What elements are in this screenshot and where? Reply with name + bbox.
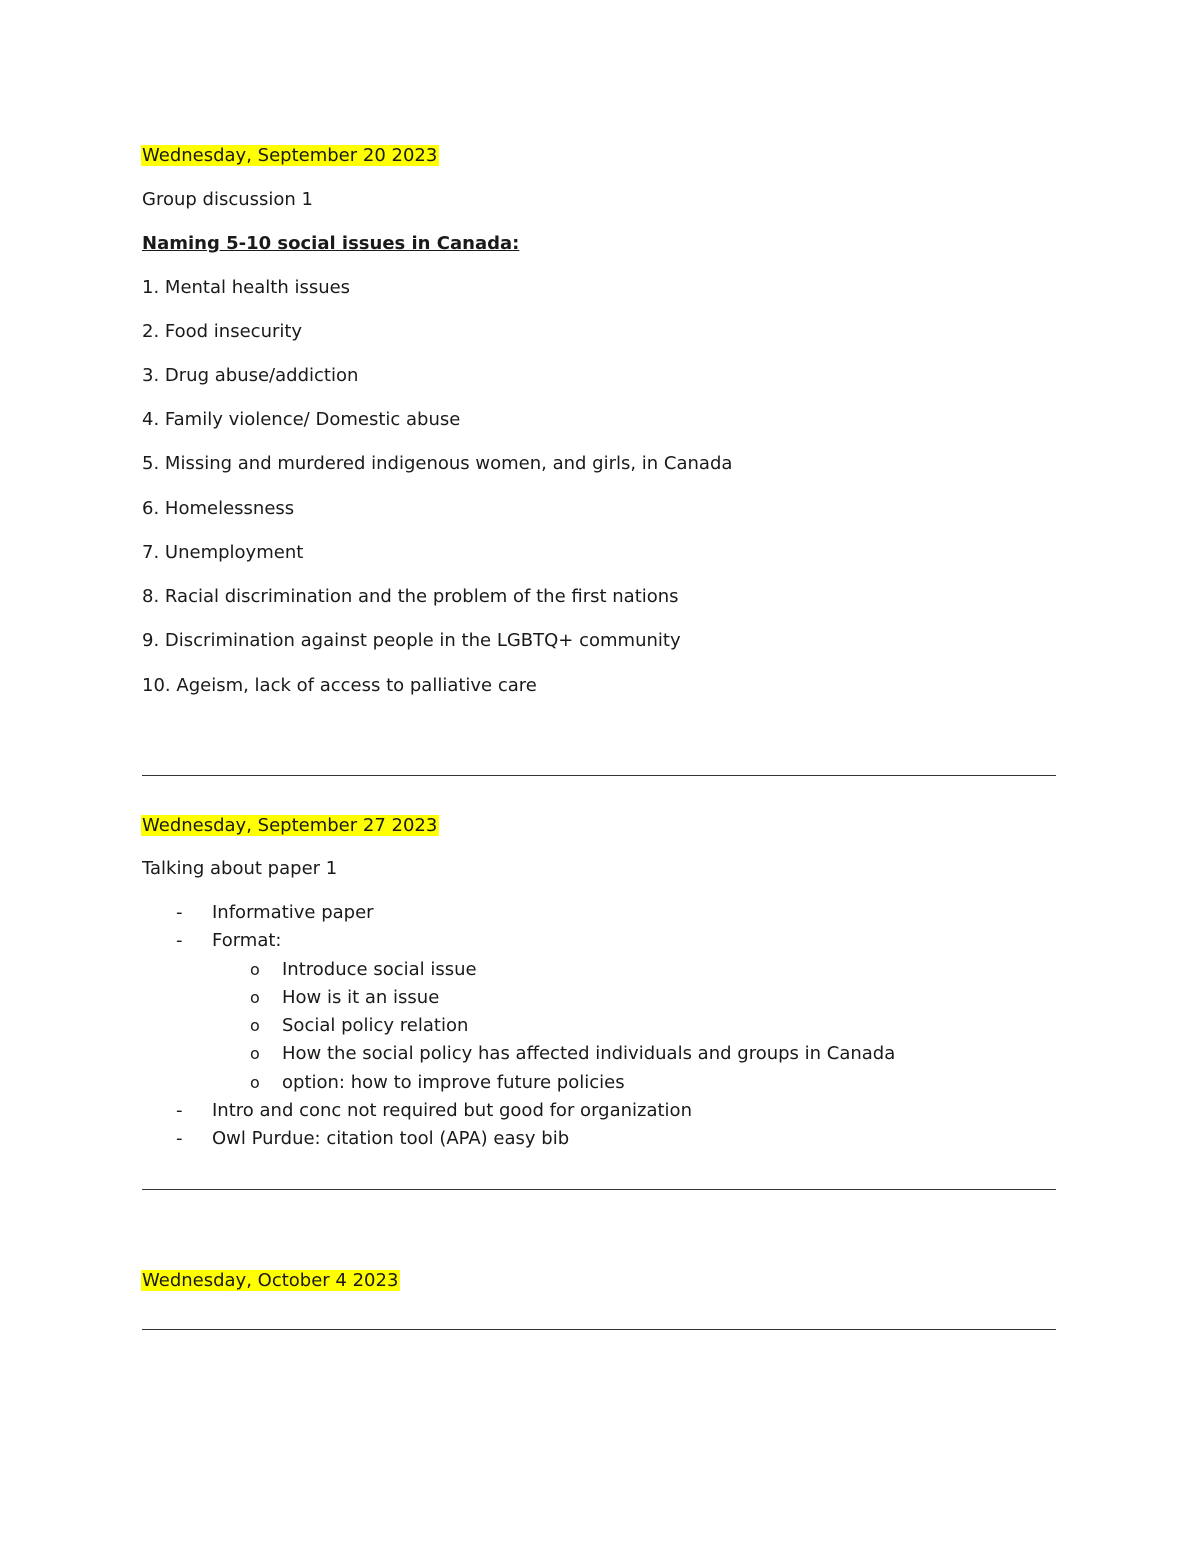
list-item-number: 7.: [142, 542, 160, 563]
list-item-number: 9.: [142, 630, 160, 651]
list-item: [142, 452, 732, 476]
list-item-text: Unemployment: [164, 542, 304, 563]
list-item: [142, 364, 358, 388]
list-item: [142, 276, 350, 300]
circle-bullet-icon: o: [250, 1044, 260, 1063]
sub-item-text: How the social policy has affected individuals and groups in Canada: [282, 1043, 896, 1064]
list-item-text: Missing and murdered indigenous women, and girls, in Canada: [164, 453, 733, 474]
section1-heading: Naming 5-10 social issues in Canada:: [142, 233, 520, 254]
section1-date-line: [142, 144, 439, 168]
dash-marker: -: [176, 1128, 183, 1149]
list-item-number: 2.: [142, 321, 160, 342]
list-item-text: Discrimination against people in the LGBTQ+ community: [164, 630, 681, 651]
sub-item-text: How is it an issue: [282, 987, 440, 1008]
section3-date-line: [142, 1269, 400, 1293]
dash-marker: -: [176, 902, 183, 923]
dash-marker: -: [176, 1100, 183, 1121]
list-item-text: Mental health issues: [164, 277, 351, 298]
list-item-number: 6.: [142, 498, 160, 519]
dash-item-text: Intro and conc not required but good for organization: [212, 1100, 692, 1121]
circle-bullet-icon: o: [250, 1073, 260, 1092]
dash-marker: -: [176, 930, 183, 951]
section-divider: [142, 775, 1056, 776]
list-item-text: Racial discrimination and the problem of the first nations: [164, 586, 679, 607]
list-item-text: Family violence/ Domestic abuse: [164, 409, 461, 430]
list-item: [142, 629, 681, 653]
section3-date: Wednesday, October 4 2023: [142, 1270, 399, 1291]
sub-item-text: Introduce social issue: [282, 959, 477, 980]
list-item-text: Drug abuse/addiction: [164, 365, 359, 386]
section2-subtitle: Talking about paper 1: [142, 858, 338, 879]
circle-bullet-icon: o: [250, 960, 260, 979]
list-item-number: 4.: [142, 409, 160, 430]
circle-bullet-icon: o: [250, 1016, 260, 1035]
section2-date: Wednesday, September 27 2023: [142, 815, 438, 836]
section-divider: [142, 1189, 1056, 1190]
list-item-text: Ageism, lack of access to palliative care: [176, 675, 537, 696]
list-item-number: 10.: [142, 675, 171, 696]
list-item: [142, 541, 303, 565]
dash-item-text: Informative paper: [212, 902, 374, 923]
list-item-number: 8.: [142, 586, 160, 607]
list-item-number: 5.: [142, 453, 160, 474]
dash-item-text: Format:: [212, 930, 282, 951]
list-item: [142, 408, 460, 432]
sub-item-text: option: how to improve future policies: [282, 1072, 625, 1093]
dash-item-text: Owl Purdue: citation tool (APA) easy bib: [212, 1128, 570, 1149]
sub-item-text: Social policy relation: [282, 1015, 469, 1036]
section1-subtitle: Group discussion 1: [142, 189, 313, 210]
list-item: [142, 674, 537, 698]
list-item-text: Food insecurity: [164, 321, 303, 342]
section2-date-line: [142, 814, 439, 838]
list-item: [142, 497, 294, 521]
section-divider: [142, 1329, 1056, 1330]
list-item: [142, 585, 679, 609]
list-item-text: Homelessness: [164, 498, 295, 519]
list-item: [142, 320, 302, 344]
list-item-number: 1.: [142, 277, 160, 298]
circle-bullet-icon: o: [250, 988, 260, 1007]
section1-date: Wednesday, September 20 2023: [142, 145, 438, 166]
list-item-number: 3.: [142, 365, 160, 386]
